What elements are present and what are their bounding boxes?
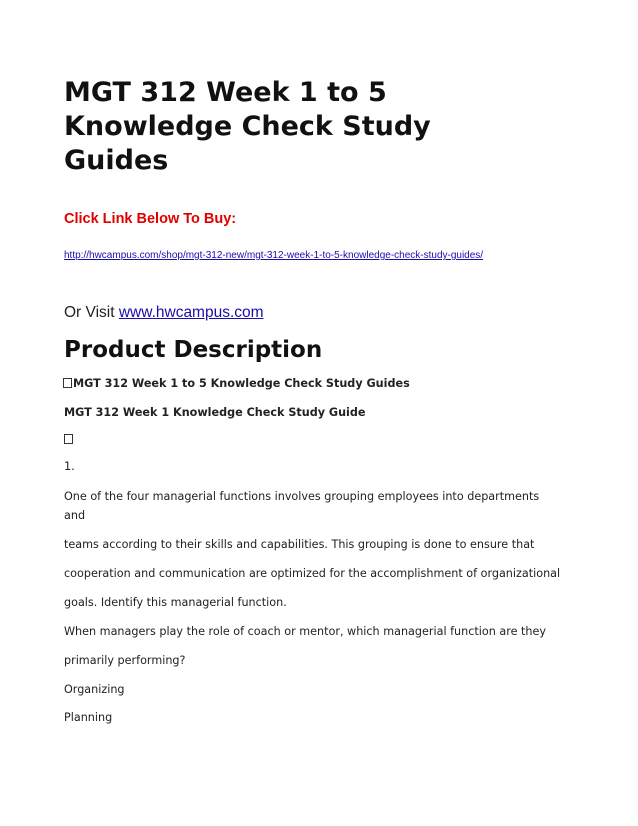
document-title: MGT 312 Week 1 to 5 Knowledge Check Study Guides <box>64 77 431 176</box>
answer-option: Organizing <box>64 683 125 696</box>
question-line: teams according to their skills and capabilities. This grouping is done to ensure that <box>64 538 535 551</box>
bullet-box-icon <box>64 434 73 444</box>
question-line: One of the four managerial functions involves grouping employees into departments <box>64 490 540 503</box>
site-link[interactable]: www.hwcampus.com <box>118 304 264 321</box>
question-line: and <box>64 509 86 522</box>
product-title-line <box>63 377 410 390</box>
question-number: 1. <box>64 460 75 473</box>
product-title-text: MGT 312 Week 1 to 5 Knowledge Check Study Guides <box>73 377 410 390</box>
week1-title: MGT 312 Week 1 Knowledge Check Study Guide <box>64 406 366 419</box>
question-line: When managers play the role of coach or mentor, which managerial function are they <box>64 625 547 638</box>
bullet-line <box>64 433 74 446</box>
buy-link[interactable]: http://hwcampus.com/shop/mgt-312-new/mgt-312-week-1-to-5-knowledge-check-study-guides/ <box>64 250 484 261</box>
buy-label: Click Link Below To Buy: <box>64 211 237 227</box>
visit-prefix: Or Visit <box>64 304 119 321</box>
question-line: cooperation and communication are optimized for the accomplishment of organizational <box>64 567 561 580</box>
visit-line <box>64 304 264 322</box>
section-heading: Product Description <box>64 337 323 363</box>
question-line: goals. Identify this managerial function. <box>64 596 287 609</box>
bullet-box-icon <box>63 378 72 388</box>
question-line: primarily performing? <box>64 654 186 667</box>
answer-option: Planning <box>64 711 113 724</box>
